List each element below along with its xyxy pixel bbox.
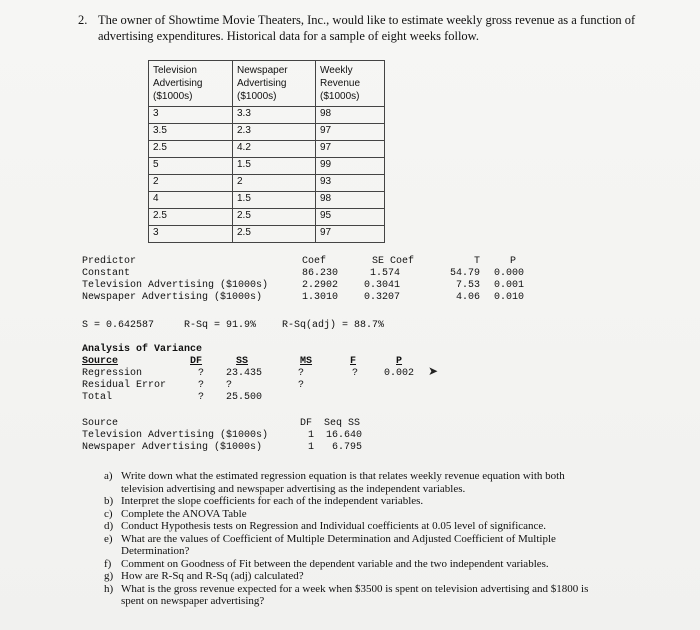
coef-row-se: 0.3207 — [364, 292, 401, 303]
anova-header-df: DF — [190, 356, 203, 367]
stat-rsq: R-Sq = 91.9% — [184, 320, 257, 331]
coef-row-p: 0.010 — [494, 292, 525, 303]
anova-row-df: ? — [198, 392, 205, 403]
list-item: e) What are the values of Coefficient of Multiple Determination and Adjusted Coefficient of Multiple Determination? — [104, 532, 556, 557]
table-row: 2.5 4.2 97 — [149, 141, 385, 158]
table-row: 4 1.5 98 — [149, 192, 385, 209]
anova-row-source: Residual Error — [82, 380, 167, 391]
coef-row-se: 0.3041 — [364, 280, 401, 291]
list-item: h) What is the gross revenue expected for a week when $3500 is spent on television advertising and $1800 is spent on newspaper advertising? — [104, 582, 589, 607]
anova-row-ms: ? — [298, 380, 305, 391]
header-revenue: Weekly Revenue ($1000s) — [316, 61, 385, 107]
anova-row-df: ? — [198, 380, 205, 391]
coef-row-predictor: Television Advertising ($1000s) — [82, 280, 269, 291]
data-table-header-row — [149, 61, 385, 107]
stat-s: S = 0.642587 — [82, 320, 155, 331]
anova-row-df: ? — [198, 368, 205, 379]
coef-header-t: T — [474, 256, 481, 267]
anova-row-f: ? — [352, 368, 359, 379]
coef-header-predictor: Predictor — [82, 256, 137, 267]
coef-row-t: 54.79 — [450, 268, 481, 279]
seq-row-seqss: 6.795 — [332, 442, 363, 453]
table-row: 3 3.3 98 — [149, 107, 385, 124]
list-item: c) Complete the ANOVA Table — [104, 507, 247, 520]
coef-header-coef: Coef — [302, 256, 327, 267]
anova-row-ss: ? — [226, 380, 233, 391]
seq-row-df: 1 — [308, 442, 315, 453]
coef-row-predictor: Newspaper Advertising ($1000s) — [82, 292, 263, 303]
anova-row-p: 0.002 — [384, 368, 415, 379]
seq-header-source: Source — [82, 418, 119, 429]
coef-row-p: 0.000 — [494, 268, 525, 279]
table-row: 2.5 2.5 95 — [149, 209, 385, 226]
table-row: 5 1.5 99 — [149, 158, 385, 175]
coef-header-se: SE Coef — [372, 256, 415, 267]
seq-row-source: Newspaper Advertising ($1000s) — [82, 442, 263, 453]
seq-header-seqss: Seq SS — [324, 418, 361, 429]
question-2 — [78, 12, 638, 44]
coef-row-coef: 2.2902 — [302, 280, 339, 291]
stat-rsq-adj: R-Sq(adj) = 88.7% — [282, 320, 385, 331]
seq-row-source: Television Advertising ($1000s) — [82, 430, 269, 441]
list-item: d) Conduct Hypothesis tests on Regression and Individual coefficients at 0.05 level of significance. — [104, 520, 547, 532]
coef-row-se: 1.574 — [370, 268, 401, 279]
coef-row-predictor: Constant — [82, 268, 131, 279]
question-text: The owner of Showtime Movie Theaters, Inc., would like to estimate weekly gross revenue as a function of advertising expenditures. Historical data for a sample of eight weeks follow. — [98, 13, 636, 43]
anova-header-f: F — [350, 356, 357, 367]
header-television: Television Advertising ($1000s) — [149, 61, 233, 107]
table-row: 3 2.5 97 — [149, 226, 385, 243]
anova-header-source: Source — [82, 356, 119, 367]
coef-row-coef: 86.230 — [302, 268, 339, 279]
historical-data-table — [148, 60, 385, 243]
list-item: b) Interpret the slope coefficients for each of the independent variables. — [104, 495, 424, 507]
list-item: a) Write down what the estimated regression equation is that relates weekly revenue equation with both television advertising and newspaper advertising as the independent variables. — [104, 470, 565, 495]
anova-header-p: P — [396, 356, 403, 367]
anova-row-ms: ? — [298, 368, 305, 379]
coef-row-t: 4.06 — [456, 292, 481, 303]
anova-row-ss: 23.435 — [226, 368, 263, 379]
anova-header-ms: MS — [300, 356, 313, 367]
table-row: 3.5 2.3 97 — [149, 124, 385, 141]
seq-header-df: DF — [300, 418, 313, 429]
header-newspaper: Newspaper Advertising ($1000s) — [233, 61, 316, 107]
arrow-pointer-icon: ➤ — [428, 364, 439, 378]
sub-question-list — [104, 470, 594, 608]
anova-row-source: Regression — [82, 368, 143, 379]
coef-header-p: P — [510, 256, 517, 267]
seq-row-seqss: 16.640 — [326, 430, 363, 441]
coef-row-t: 7.53 — [456, 280, 481, 291]
list-item: f) Comment on Goodness of Fit between the dependent variable and the two independent variables. — [104, 557, 549, 570]
seq-row-df: 1 — [308, 430, 315, 441]
anova-row-ss: 25.500 — [226, 392, 263, 403]
list-item: g) How are R-Sq and R-Sq (adj) calculated? — [104, 570, 304, 582]
table-row: 2 2 93 — [149, 175, 385, 192]
question-number: 2. — [78, 13, 88, 27]
anova-header-ss: SS — [236, 356, 249, 367]
anova-title: Analysis of Variance — [82, 344, 203, 355]
anova-row-source: Total — [82, 392, 113, 403]
coef-row-p: 0.001 — [494, 280, 525, 291]
coef-row-coef: 1.3010 — [302, 292, 339, 303]
